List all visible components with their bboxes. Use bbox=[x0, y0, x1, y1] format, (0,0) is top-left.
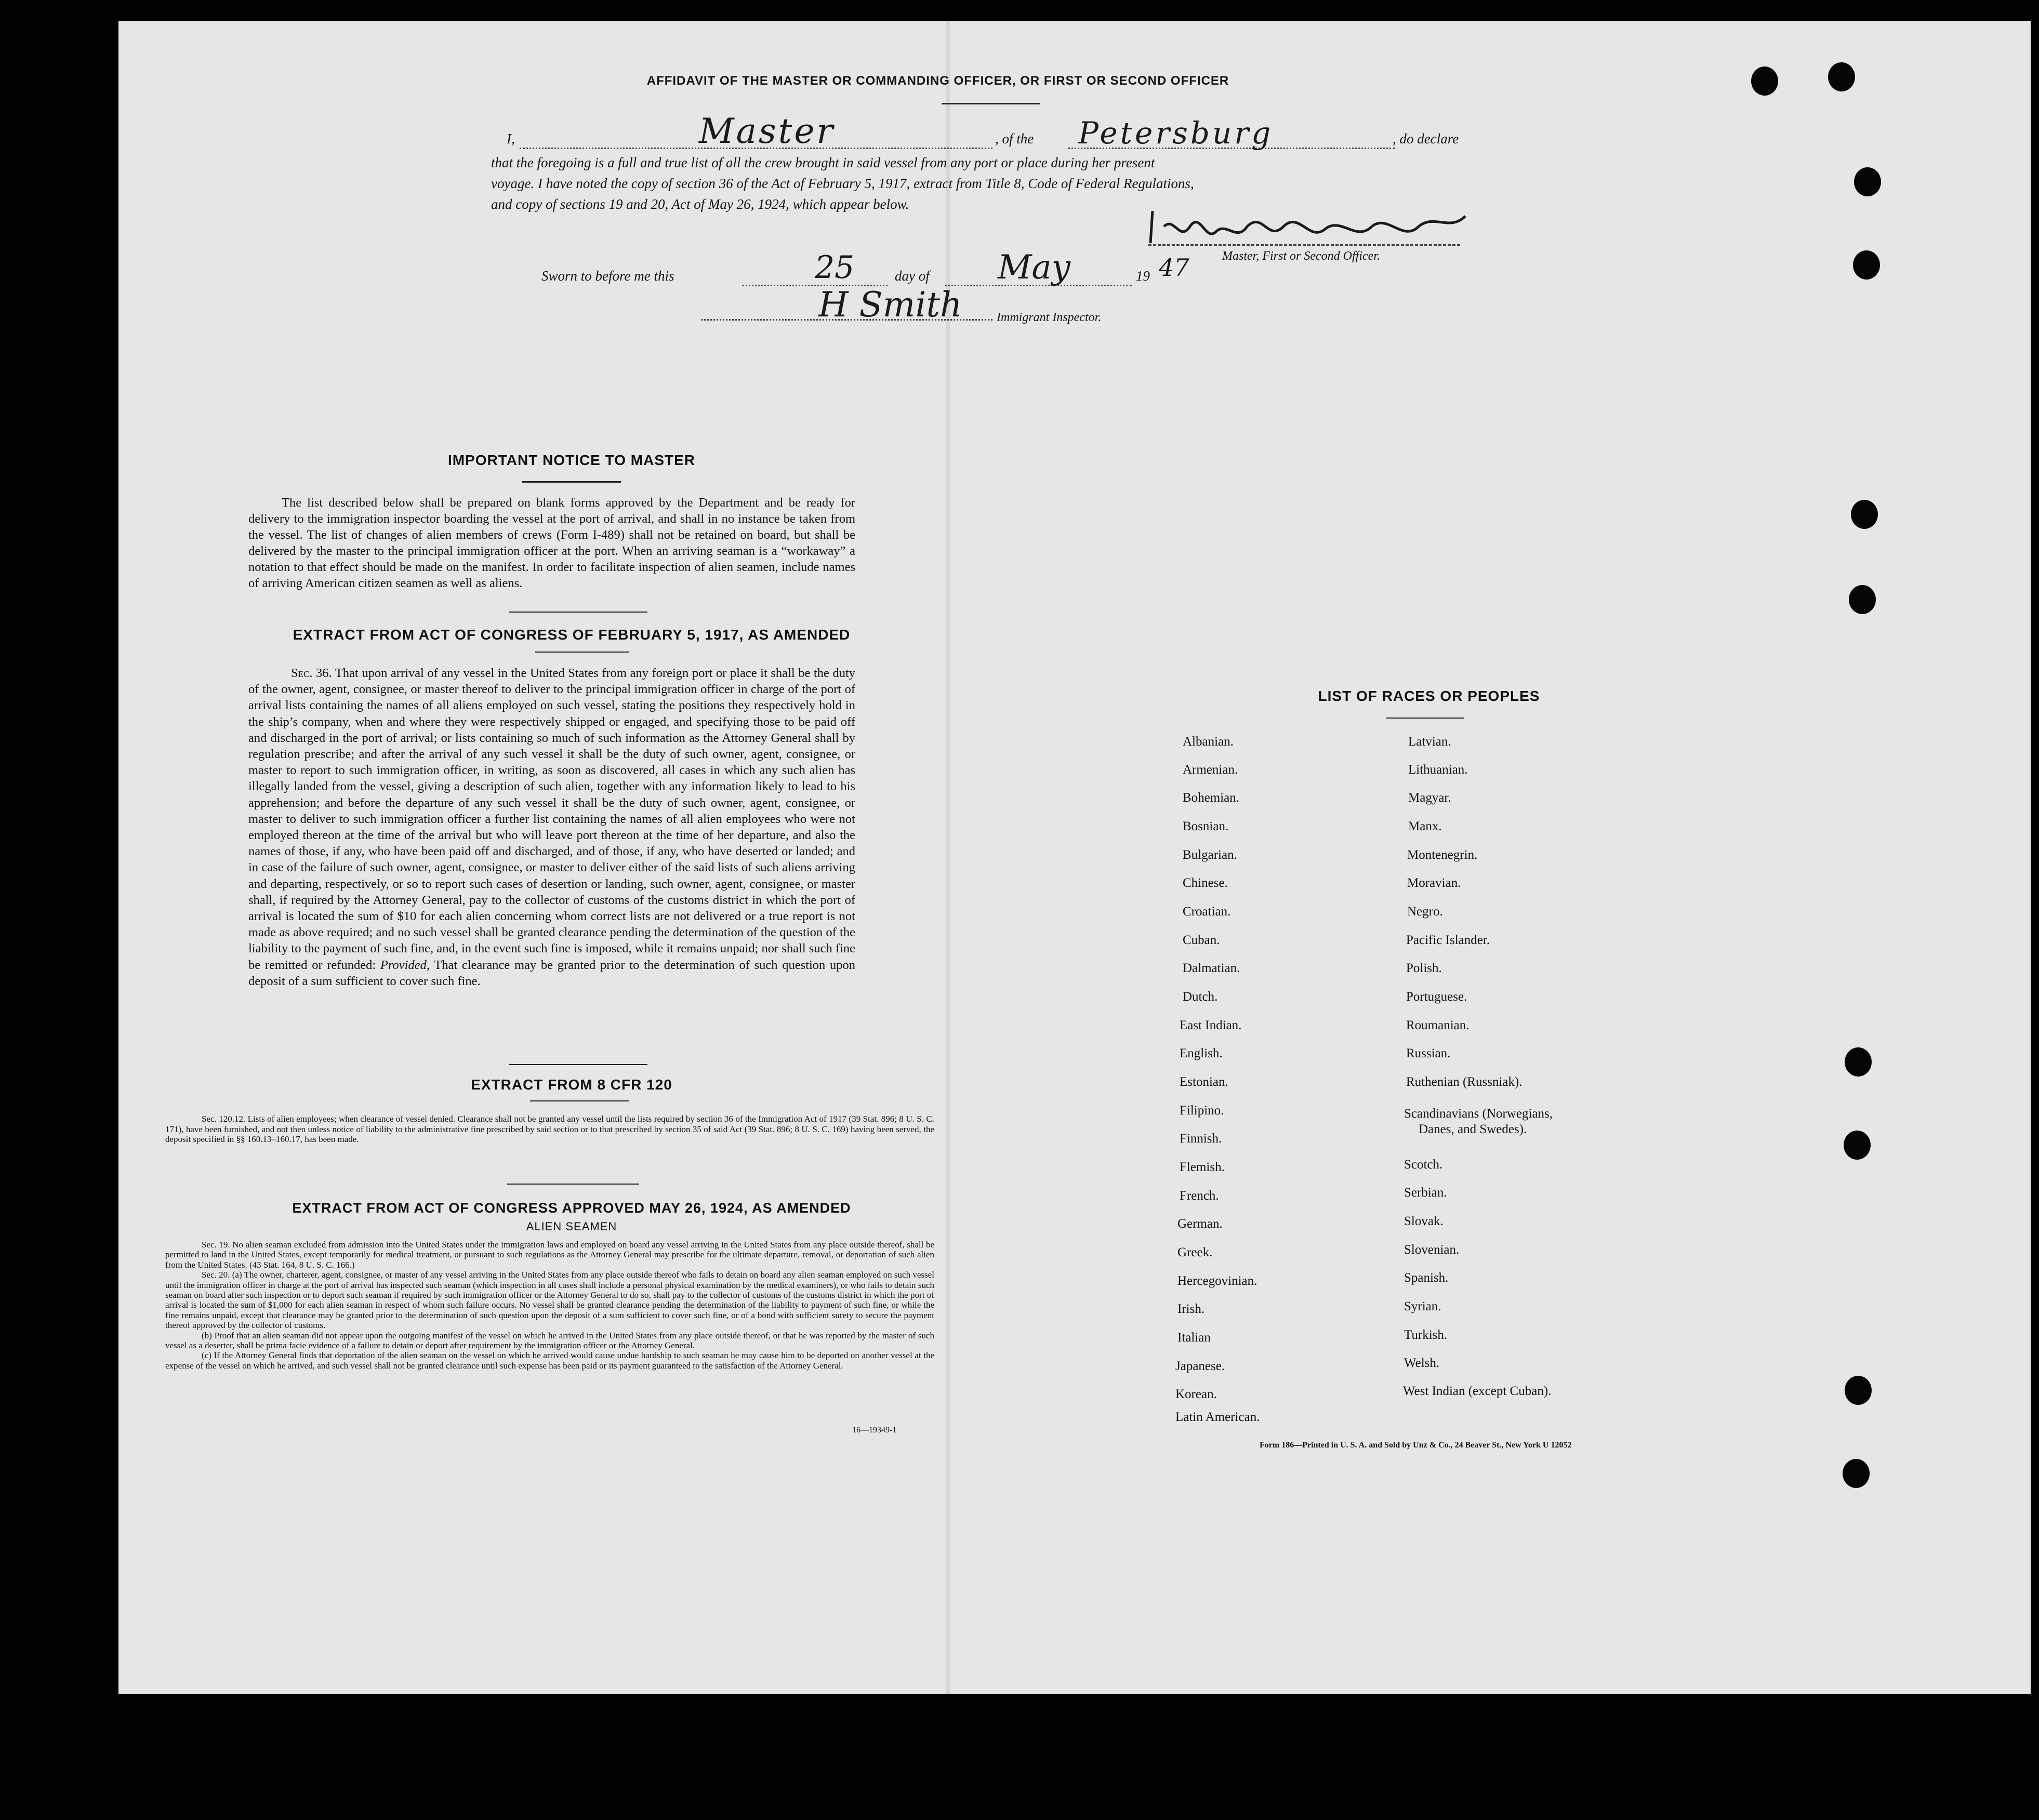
race-item: Ruthenian (Russniak). bbox=[1406, 1075, 1522, 1089]
race-item: Korean. bbox=[1175, 1387, 1217, 1401]
race-item: Dalmatian. bbox=[1183, 961, 1240, 975]
race-item: West Indian (except Cuban). bbox=[1403, 1384, 1552, 1398]
section-rule bbox=[509, 612, 647, 613]
binder-hole bbox=[1854, 167, 1881, 196]
extract-1917-heading: EXTRACT FROM ACT OF CONGRESS OF FEBRUARY 5, 1917, AS AMENDED bbox=[293, 627, 851, 643]
race-item: Turkish. bbox=[1404, 1328, 1448, 1342]
affidavit-line-3: voyage. I have noted the copy of section 36 of the Act of February 5, 1917, extract from Title 8, Code of Federal Regulations, bbox=[491, 176, 1194, 191]
notice-heading: IMPORTANT NOTICE TO MASTER bbox=[447, 452, 696, 468]
binder-hole bbox=[1844, 1131, 1871, 1160]
sec-19-text: Sec. 19. No alien seaman excluded from admission into the United States under the immigration laws and employed on board any vessel arriving in the United States from any place outside thereof, shall be permitted to land in the United States, except temporarily for medical treatment, or pursuant to such regulations as the Attorney General may prescribe for the ultimate departure, removal, or deportation of such alien from the United States. (43 Stat. 164, 8 U. S. C. 166.) bbox=[165, 1240, 934, 1270]
race-item: Polish. bbox=[1406, 961, 1442, 975]
race-item: Serbian. bbox=[1404, 1186, 1447, 1200]
race-item: Chinese. bbox=[1183, 876, 1228, 890]
notice-text: The list described below shall be prepared on blank forms approved by the Department and be ready for delivery to the immigration inspector boarding the vessel at the port of arrival, and shall in no instance be taken from the vessel. The list of changes of alien members of crews (Form I-489) shall not be retained on board, but shall be delivered by the master to the principal immigration officer at the port. When an arriving seaman is a “workaway” a notation to that effect should be made on the manifest. In order to facilitate inspection of alien seamen, include names of arriving American citizen seamen as well as aliens. bbox=[248, 496, 855, 590]
race-item: Estonian. bbox=[1180, 1075, 1228, 1089]
sec-20a-text: Sec. 20. (a) The owner, charterer, agent, consignee, or master of any vessel arriving in the United States from any place outside thereof who fails to detain on board any alien seaman employed on such vessel until the immigration officer in charge at the port of arrival has inspected such seaman (which inspection in all cases shall include a personal physical examination by the medical examiners), or who fails to detain such seaman on board after such inspection or to deport such seaman if required by such immigration officer or the Attorney General to do so, shall pay to the collector of customs of the customs district in which the port of arrival is located the sum of $1,000 for each alien seaman in respect of whom such failure occurs. No vessel shall be granted clearance pending the determination of the liability to payment of such fine, or while the fine remains unpaid, except that clearance may be granted prior to the determination of such question upon the deposit of a sum sufficient to cover such fine, or of a bond with sufficient surety to secure the payment thereof approved by the collector of customs. bbox=[165, 1270, 934, 1331]
race-item: Latin American. bbox=[1175, 1410, 1260, 1424]
race-item: Hercegovinian. bbox=[1177, 1274, 1257, 1288]
notice-rule bbox=[522, 481, 621, 483]
form-code: 16—19349-1 bbox=[852, 1426, 897, 1434]
race-item: Portuguese. bbox=[1406, 990, 1467, 1004]
race-item: Flemish. bbox=[1180, 1160, 1225, 1174]
race-item: Montenegrin. bbox=[1407, 848, 1478, 862]
of-the-label: , of the bbox=[995, 131, 1034, 147]
race-item: Slovenian. bbox=[1404, 1243, 1460, 1257]
race-item: Roumanian. bbox=[1406, 1018, 1469, 1032]
vessel-handwritten: Petersburg bbox=[1078, 115, 1274, 151]
binder-hole bbox=[1845, 1376, 1872, 1405]
section-rule bbox=[509, 1064, 647, 1065]
race-item: Manx. bbox=[1408, 819, 1442, 833]
race-item: Welsh. bbox=[1404, 1356, 1440, 1370]
day-of-label: day of bbox=[895, 268, 930, 284]
inspector-handwritten: H Smith bbox=[818, 285, 962, 325]
proviso-label: Provided, bbox=[380, 958, 430, 972]
cfr-rule bbox=[530, 1100, 629, 1101]
cfr-heading: EXTRACT FROM 8 CFR 120 bbox=[471, 1077, 672, 1093]
race-item: Armenian. bbox=[1183, 763, 1238, 777]
race-item: Bohemian. bbox=[1183, 791, 1240, 805]
race-item: Finnish. bbox=[1180, 1132, 1222, 1146]
binder-hole bbox=[1828, 62, 1855, 91]
signer-caption: Master, First or Second Officer. bbox=[1222, 249, 1380, 263]
extract-1917-rule bbox=[535, 652, 629, 653]
sec-36-body: That upon arrival of any vessel in the United States from any foreign port or place it shall be the duty of the owner, agent, consignee, or master thereof to deliver to the principal immigration officer in charge of the port of arrival lists containing the names of all aliens employed on such vessel, stating the positions they respectively hold in the ship’s company, when and where they were respectively shipped or engaged, and specifying those to be paid off and discharged in the port of arrival; or lists containing so much of such information as the Attorney General shall by regulation prescribe; and after the arrival of any such vessel it shall be the duty of such owner, agent, consignee, or master to report to such immigration officer, in writing, as soon as discovered, all cases in which any such alien has illegally landed from the vessel, giving a description of such alien, together with any information likely to lead to his apprehension; and before the departure of any such vessel it shall be the duty of such owner, agent, consignee, or master to deliver to such immigration officer a further list containing the names of all alien employees who were not employed thereon at the time of the arrival but who will leave port thereon at the time of her departure, and also the names of those, if any, who have been paid off and discharged, and of those, if any, who have deserted or landed; and in case of the failure of such owner, agent, consignee, or master to deliver either of the said lists of such aliens arriving and departing, respectively, or so to report such cases of desertion or landing, such owner, agent, consignee, or master shall, if required by the Attorney General, pay to the collector of customs of the customs district in which the port of arrival is located the sum of $10 for each alien concerning whom correct lists are not delivered or a true report is not made as above required; and no such vessel shall be granted clearance pending the determination of the question of the liability to the payment of such fine, and, in the event such fine is imposed, while it remains unpaid; nor shall such fine be remitted or refunded: bbox=[248, 666, 855, 972]
heading-rule bbox=[942, 103, 1040, 104]
year-handwritten: 47 bbox=[1159, 254, 1189, 282]
affidavit-heading: AFFIDAVIT OF THE MASTER OR COMMANDING OFFICER, OR FIRST OR SECOND OFFICER bbox=[646, 74, 1229, 88]
proviso-text: That clearance may be granted prior to the determination of such question upon deposit of a sum sufficient to cover such fine. bbox=[248, 958, 855, 988]
race-item: Scotch. bbox=[1404, 1158, 1443, 1172]
race-item: Japanese. bbox=[1175, 1359, 1225, 1373]
year-prefix: 19 bbox=[1136, 268, 1150, 284]
master-signature bbox=[1143, 206, 1476, 249]
binder-hole bbox=[1853, 250, 1880, 280]
race-item: Albanian. bbox=[1183, 735, 1234, 749]
affidavit-line-4: and copy of sections 19 and 20, Act of May 26, 1924, which appear below. bbox=[491, 196, 909, 212]
race-item: Slovak. bbox=[1404, 1214, 1444, 1228]
alien-seamen-subheading: ALIEN SEAMEN bbox=[526, 1220, 617, 1233]
binder-hole bbox=[1845, 1047, 1872, 1077]
printer-footer: Form 186—Printed in U. S. A. and Sold by Unz & Co., 24 Beaver St., New York U 12052 bbox=[1260, 1441, 1572, 1450]
race-item: Scandinavians (Norwegians, bbox=[1404, 1107, 1553, 1121]
month-handwritten: May bbox=[998, 248, 1070, 287]
fold-line bbox=[946, 21, 950, 1694]
race-item: English. bbox=[1180, 1046, 1223, 1060]
do-declare-label: , do declare bbox=[1393, 131, 1459, 147]
affidavit-line-2: that the foregoing is a full and true list of all the crew brought in said vessel from any port or place during her present bbox=[491, 155, 1155, 170]
i-label: I, bbox=[507, 131, 515, 147]
binder-hole bbox=[1849, 585, 1876, 614]
race-item: Syrian. bbox=[1404, 1299, 1441, 1313]
binder-hole bbox=[1851, 500, 1878, 529]
sec-36-label: Sec. 36. bbox=[291, 666, 332, 680]
extract-1924-text bbox=[165, 1240, 934, 1371]
race-item: Negro. bbox=[1407, 905, 1443, 919]
race-item: Bosnian. bbox=[1183, 819, 1229, 833]
sec-20b-text: (b) Proof that an alien seaman did not appear upon the outgoing manifest of the vessel on which he arrived in the United States from any place outside thereof, or that he was reported by the master of such vessel as a deserter, shall be prima facie evidence of a failure to detain or deport after requirement by the immigration officer or the Attorney General. bbox=[165, 1330, 934, 1351]
extract-1917-text bbox=[248, 665, 855, 989]
race-item: Cuban. bbox=[1183, 933, 1220, 947]
sec-20c-text: (c) If the Attorney General finds that deportation of the alien seaman on the vessel on which he arrived would cause undue hardship to such seaman he may cause him to be deported on another vessel at the expense of the vessel on which he arrived, and such vessel shall not be granted clearance until such expense has been paid or its payment guaranteed to the satisfaction of the Attorney General. bbox=[165, 1350, 934, 1371]
race-item: French. bbox=[1180, 1189, 1219, 1203]
race-item: Greek. bbox=[1177, 1245, 1213, 1259]
section-rule bbox=[507, 1184, 639, 1185]
race-item: Danes, and Swedes). bbox=[1419, 1122, 1527, 1136]
race-item: Croatian. bbox=[1183, 905, 1231, 919]
cfr-text: Sec. 120.12. Lists of alien employees; when clearance of vessel denied. Clearance shall not be granted any vessel until the lists required by section 36 of the Immigration Act of 1917 (39 Stat. 896; 8 U. S. C. 171), have been furnished, and not then unless notice of liability to the administrative fine prescribed by said section or to that prescribed by section 35 of said Act (39 Stat. 896; 8 U. S. C. 169) having been served, the deposit specified in §§ 160.13–160.17, has been made. bbox=[165, 1114, 934, 1144]
race-item: Lithuanian. bbox=[1408, 763, 1468, 777]
race-item: East Indian. bbox=[1180, 1018, 1242, 1032]
sworn-label: Sworn to before me this bbox=[541, 268, 674, 284]
day-handwritten: 25 bbox=[815, 249, 855, 286]
race-item: Bulgarian. bbox=[1183, 848, 1237, 862]
inspector-caption: Immigrant Inspector. bbox=[997, 311, 1102, 324]
race-item: Italian bbox=[1177, 1331, 1211, 1345]
race-item: Latvian. bbox=[1408, 735, 1451, 749]
race-item: Pacific Islander. bbox=[1406, 933, 1490, 947]
binder-hole bbox=[1751, 67, 1778, 96]
name-handwritten: Master bbox=[699, 111, 835, 151]
binder-hole bbox=[1843, 1459, 1870, 1488]
race-item: Moravian. bbox=[1407, 876, 1461, 890]
race-item: German. bbox=[1177, 1217, 1223, 1231]
races-rule bbox=[1386, 718, 1464, 719]
race-item: Magyar. bbox=[1408, 791, 1451, 805]
race-item: Irish. bbox=[1177, 1302, 1205, 1316]
race-item: Spanish. bbox=[1404, 1271, 1449, 1285]
race-item: Filipino. bbox=[1180, 1104, 1224, 1118]
race-item: Russian. bbox=[1406, 1046, 1451, 1060]
extract-1924-heading: EXTRACT FROM ACT OF CONGRESS APPROVED MAY 26, 1924, AS AMENDED bbox=[292, 1200, 851, 1216]
races-heading: LIST OF RACES OR PEOPLES bbox=[1318, 688, 1540, 704]
race-item: Dutch. bbox=[1183, 990, 1218, 1004]
